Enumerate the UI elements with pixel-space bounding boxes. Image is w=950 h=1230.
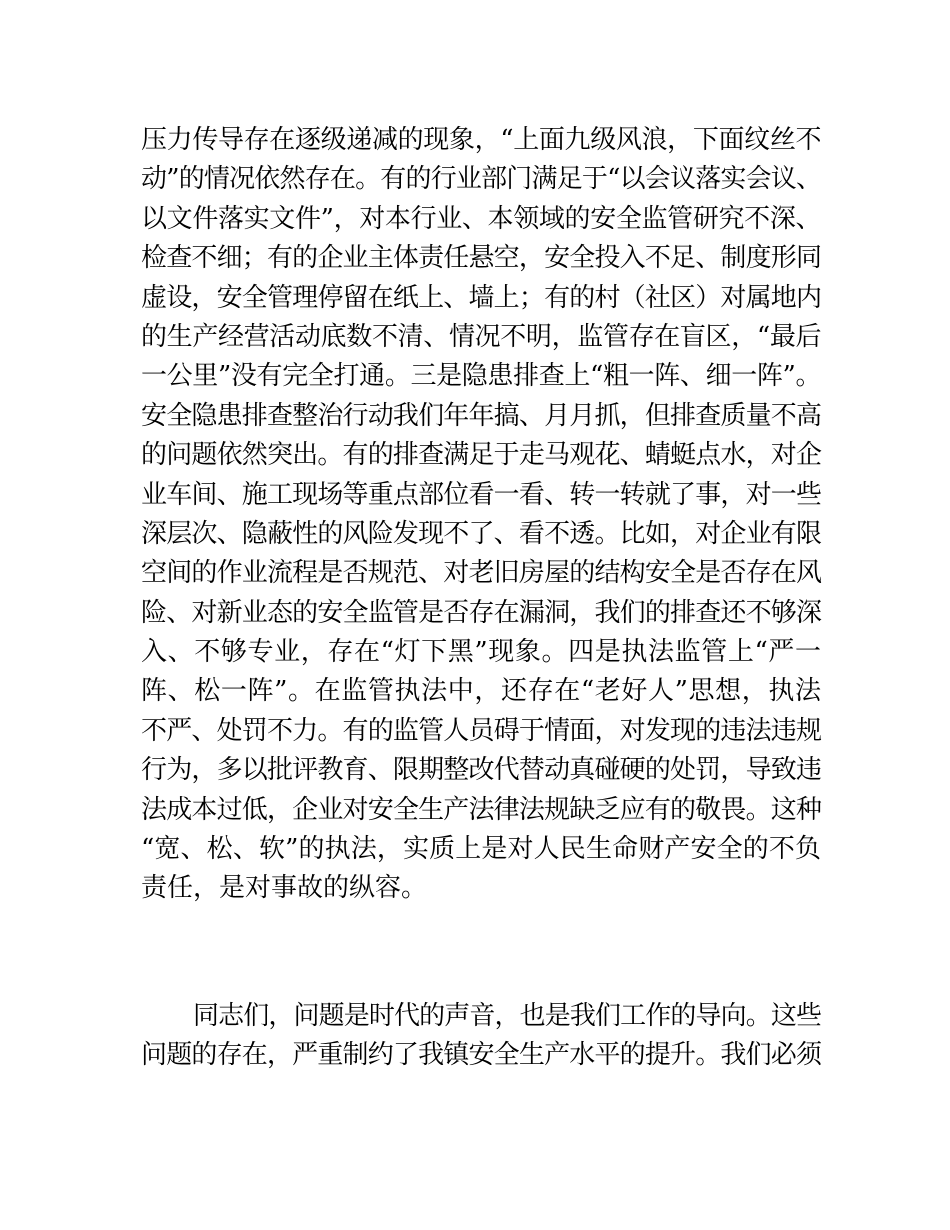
text-line: 同志们，问题是时代的声音，也是我们工作的导向。这些 xyxy=(193,1001,821,1031)
text-line: 行为，多以批评教育、限期整改代替动真碰硬的处罚，导致违 xyxy=(141,755,821,786)
text-line: 法成本过低，企业对安全生产法律法规缺乏应有的敬畏。这种 xyxy=(141,794,821,825)
text-line: 空间的作业流程是否规范、对老旧房屋的结构安全是否存在风 xyxy=(141,558,821,589)
text-line: 的生产经营活动底数不清、情况不明，监管存在盲区，“最后 xyxy=(141,321,821,352)
text-line: 问题的存在，严重制约了我镇安全生产水平的提升。我们必须 xyxy=(141,1040,821,1071)
text-line: 一公里”没有完全打通。三是隐患排查上“粗一阵、细一阵”。 xyxy=(141,361,821,392)
text-line: 阵、松一阵”。在监管执法中，还存在“老好人”思想，执法 xyxy=(141,676,821,707)
text-line: 的问题依然突出。有的排查满足于走马观花、蜻蜓点水，对企 xyxy=(141,440,821,471)
text-line: 责任，是对事故的纵容。 xyxy=(141,873,428,904)
text-line: “宽、松、软”的执法，实质上是对人民生命财产安全的不负 xyxy=(141,834,821,865)
paragraph-1 xyxy=(141,121,821,909)
text-line: 安全隐患排查整治行动我们年年搞、月月抓，但排查质量不高 xyxy=(141,400,821,431)
text-line: 业车间、施工现场等重点部位看一看、转一转就了事，对一些 xyxy=(141,479,821,510)
paragraph-2 xyxy=(141,997,821,1076)
text-line: 检查不细；有的企业主体责任悬空，安全投入不足、制度形同 xyxy=(141,243,821,274)
text-line: 险、对新业态的安全监管是否存在漏洞，我们的排查还不够深 xyxy=(141,597,821,628)
text-line: 动”的情况依然存在。有的行业部门满足于“以会议落实会议、 xyxy=(141,164,821,195)
text-line: 压力传导存在逐级递减的现象，“上面九级风浪，下面纹丝不 xyxy=(141,125,821,155)
text-line: 不严、处罚不力。有的监管人员碍于情面，对发现的违法违规 xyxy=(141,715,821,746)
text-line: 虚设，安全管理停留在纸上、墙上；有的村（社区）对属地内 xyxy=(141,282,821,313)
text-line: 以文件落实文件”，对本行业、本领域的安全监管研究不深、 xyxy=(141,203,821,234)
text-line: 入、不够专业，存在“灯下黑”现象。四是执法监管上“严一 xyxy=(141,637,821,668)
text-line: 深层次、隐蔽性的风险发现不了、看不透。比如，对企业有限 xyxy=(141,518,821,549)
